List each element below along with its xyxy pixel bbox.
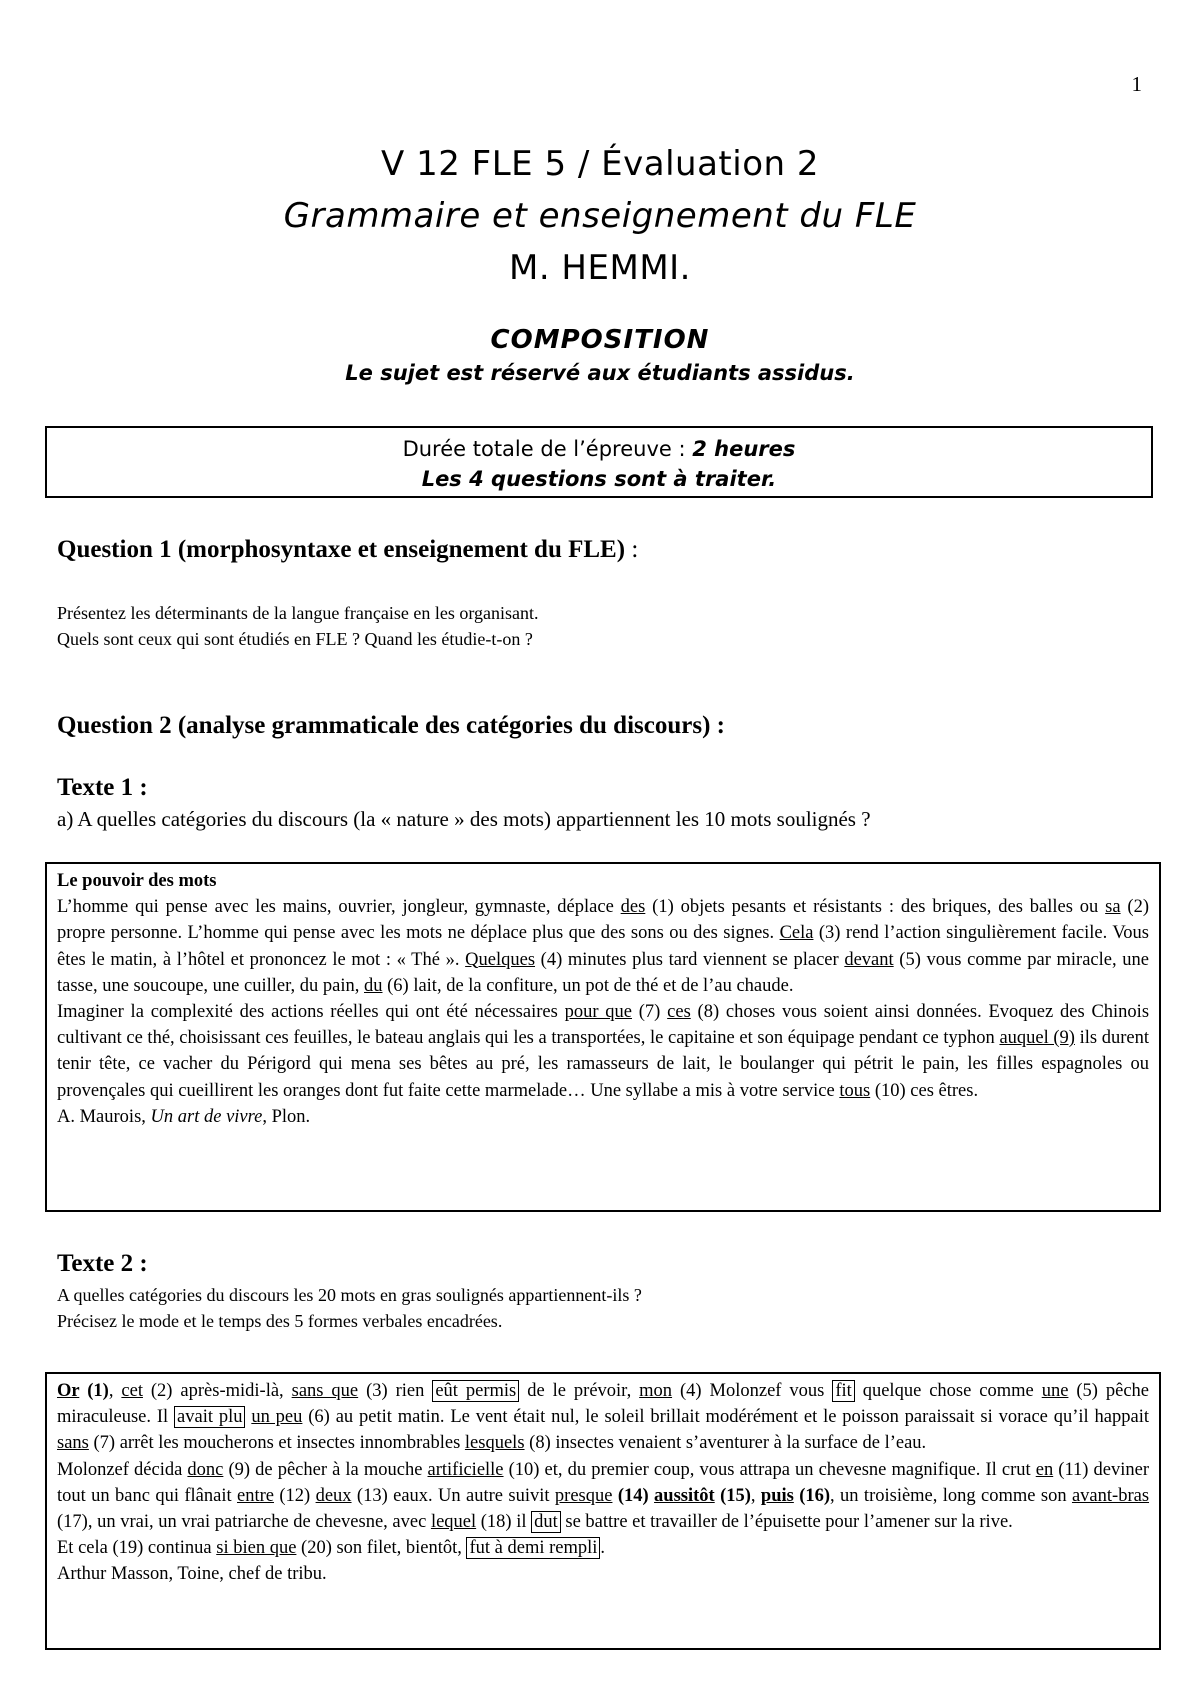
underlined-word-8: ces	[667, 1002, 691, 1023]
underlined-word-4: Quelques	[465, 949, 536, 970]
bold-word-17: avant-bras	[1071, 1485, 1150, 1506]
bold-word-9: donc	[187, 1459, 224, 1480]
boxed-verb-1: eût permis	[432, 1380, 519, 1402]
bold-word-1: Or	[57, 1381, 80, 1401]
boxed-verb-4: dut	[531, 1511, 561, 1533]
underlined-word-2: sa	[1105, 897, 1121, 918]
question-1-heading	[57, 536, 638, 564]
question-1-line-2: Quels sont ceux qui sont étudiés en FLE ? Quand les étudie-t-on ?	[57, 629, 533, 649]
underlined-word-6: du	[364, 975, 383, 996]
underlined-word-5: devant	[844, 949, 894, 970]
question-2-heading: Question 2 (analyse grammaticale des catégories du discours) :	[57, 712, 725, 739]
composition-block	[0, 322, 1200, 388]
underlined-word-10: tous	[839, 1080, 871, 1101]
instructor-name: M. HEMMI.	[508, 248, 691, 288]
bold-word-5: une	[1041, 1381, 1069, 1401]
texte-2-paragraph-1: Or (1), cet (2) après-midi-là, sans que (3) rien eût permis de le prévoir, mon (4) Molonzef vous fit quelque chose comme une (5) pêche miraculeuse. Il avait plu un peu (6) au petit matin. Le vent était nul, le soleil brillait modérément et le poisson paraissait si vorace qu’il happait sans (7) arrêt les moucherons et insectes innombrables lesquels (8) insectes venaient s’aventurer à la surface de l’eau.	[57, 1381, 1150, 1454]
underlined-word-3: Cela	[779, 923, 814, 944]
composition-subtitle: Le sujet est réservé aux étudiants assidus.	[345, 361, 855, 385]
boxed-verb-2: fit	[832, 1380, 854, 1402]
bold-word-15: aussitôt	[654, 1485, 715, 1506]
texte-1-paragraph-2: Imaginer la complexité des actions réelles qui ont été nécessaires pour que (7) ces (8) choses vous soient ainsi données. Evoquez des Chinois cultivant ce thé, choisissant ces feuilles, le bateau anglais qui les a transportées, le capitaine et son équipage pendant ce typhon auquel (9) ils durent tenir tête, ce vacher du Périgord qui mena ses bêtes au pré, les ramasseurs de lait, le boulanger qui pétrit le pain, les filles espagnoles ou provençales qui cueillirent les oranges dont fut faite cette marmelade… Une syllabe a mis à votre service tous (10) ces êtres.	[57, 1002, 1150, 1101]
bold-word-16: puis	[760, 1485, 794, 1506]
texte-2-instruction-1: A quelles catégories du discours les 20 mots en gras soulignés appartiennent-ils ?	[57, 1285, 642, 1305]
texte-1-instruction: a) A quelles catégories du discours (la « nature » des mots) appartiennent les 10 mots soulignés ?	[57, 807, 871, 831]
question-1-line-1: Présentez les déterminants de la langue française en les organisant.	[57, 603, 539, 623]
texte-2-source: Arthur Masson, Toine, chef de tribu.	[57, 1564, 327, 1585]
bold-word-4: mon	[639, 1381, 673, 1401]
duration-prefix: Durée totale de l’épreuve :	[402, 437, 693, 461]
bold-word-10: artificielle	[427, 1459, 504, 1480]
document-title	[0, 138, 1200, 294]
duration-value: 2 heures	[692, 437, 796, 461]
question-1-colon: :	[625, 536, 639, 563]
texte-1-source: A. Maurois, Un art de vivre, Plon.	[57, 1106, 311, 1127]
course-code: V 12 FLE 5 / Évaluation 2	[381, 144, 819, 184]
bold-word-2: cet	[121, 1381, 143, 1401]
bold-word-8: lesquels	[464, 1433, 525, 1454]
texte-2-heading: Texte 2 :	[57, 1250, 148, 1277]
bold-word-6: un peu	[251, 1407, 303, 1428]
texte-1-paragraph-1: L’homme qui pense avec les mains, ouvrier, jongleur, gymnaste, déplace des (1) objets pesants et résistants : des briques, des balles ou sa (2) propre personne. L’homme qui pense avec les mots ne déplace plus que des sons ou des signes. Cela (3) rend l’action singulièrement facile. Vous êtes le matin, à l’hôtel et prononcez le mot : « Thé ». Quelques (4) minutes plus tard viennent se placer devant (5) vous comme par miracle, une tasse, une soucoupe, une cuiller, du pain, du (6) lait, de la confiture, un pot de thé et de l’au chaude.	[57, 897, 1150, 996]
texte-1-box	[45, 862, 1161, 1212]
bold-word-13: deux	[315, 1485, 352, 1506]
texte-2-paragraph-2: Molonzef décida donc (9) de pêcher à la mouche artificielle (10) et, du premier coup, vous attrapa un chevesne magnifique. Il crut en (11) deviner tout un banc qui flânait entre (12) deux (13) eaux. Un autre suivit presque (14) aussitôt (15), puis (16), un troisième, long comme son avant-bras (17), un vrai, un vrai patriarche de chevesne, avec lequel (18) il dut se battre et travailler de l’épuisette pour l’amener sur la rive.	[57, 1459, 1150, 1533]
page-number: 1	[1131, 72, 1142, 96]
boxed-verb-5: fut à demi rempli	[466, 1537, 600, 1559]
underlined-word-1: des	[620, 897, 646, 918]
duration-line	[47, 434, 1151, 464]
bold-word-12: entre	[237, 1485, 274, 1506]
texte-2-paragraph-3: Et cela (19) continua si bien que (20) son filet, bientôt, fut à demi rempli .	[57, 1538, 606, 1559]
bold-word-11: en	[1035, 1459, 1054, 1480]
bold-word-3: sans que	[291, 1381, 359, 1401]
bold-word-18: lequel	[430, 1512, 477, 1533]
underlined-word-9: auquel (9)	[999, 1028, 1075, 1049]
question-1-title: Question 1 (morphosyntaxe et enseignement du FLE)	[57, 536, 626, 563]
texte-2-instructions	[57, 1282, 642, 1334]
bold-word-7: sans	[57, 1433, 89, 1454]
bold-word-14: presque	[554, 1485, 613, 1506]
texte-2-box	[45, 1372, 1161, 1650]
boxed-verb-3: avait plu	[174, 1406, 245, 1428]
course-title: Grammaire et enseignement du FLE	[283, 196, 917, 236]
texte-1-heading: Texte 1 :	[57, 774, 148, 801]
underlined-word-7: pour que	[564, 1002, 632, 1023]
question-1-body	[57, 600, 538, 652]
texte-1-title: Le pouvoir des mots	[57, 871, 217, 891]
texte-2-instruction-2: Précisez le mode et le temps des 5 formes verbales encadrées.	[57, 1311, 503, 1331]
bold-word-20: si bien que	[216, 1538, 297, 1559]
composition-title: COMPOSITION	[490, 325, 710, 355]
duration-box	[45, 426, 1153, 498]
duration-instruction: Les 4 questions sont à traiter.	[421, 467, 777, 491]
